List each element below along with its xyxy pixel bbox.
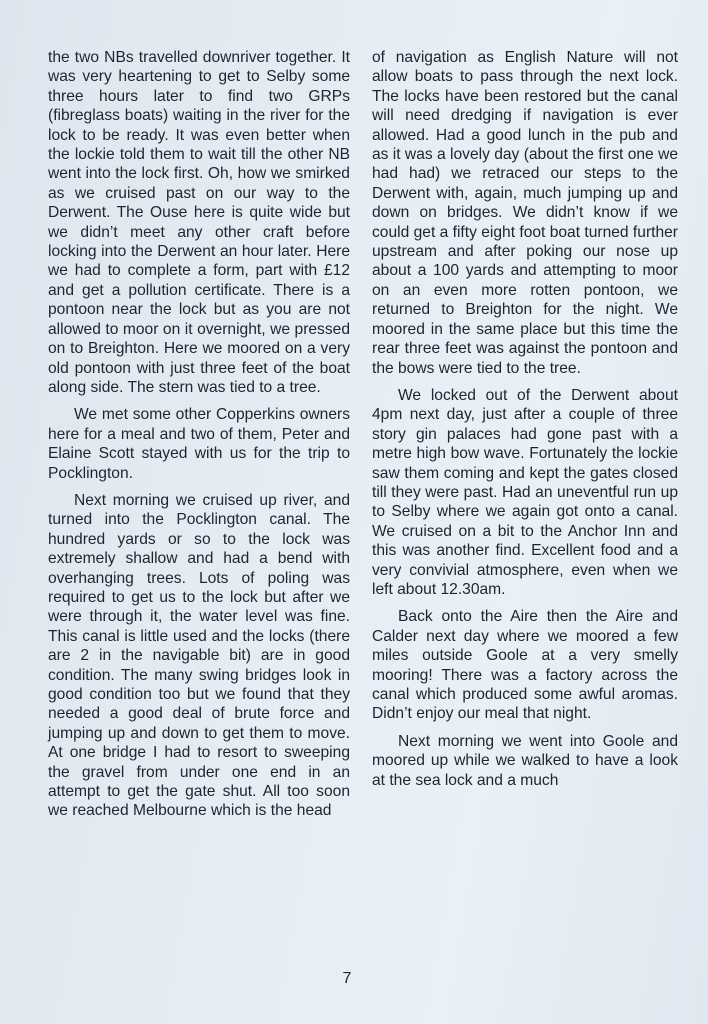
left-text-column [48, 48, 350, 829]
paragraph: of navigation as English Nature will not allow boats to pass through the next lock. The locks have been restored but the canal will need dredging if navigation is ever allowed. Had a good lunch in the pub and as it was a lovely day (about the first one we had had) we retraced our steps to the Derwent with, again, much jumping up and down on bridges. We didn’t know if we could get a fifty eight foot boat turned further upstream and after poking our nose up about a 100 yards and attempting to moor on an even more rotten pontoon, we returned to Breighton for the night. We moored in the same place but this time the rear three feet was against the pontoon and the bows were tied to the tree. [372, 49, 679, 377]
paragraph: We met some other Copperkins owners here for a meal and two of them, Peter and Elaine Scott stayed with us for the trip to Pocklington. [48, 406, 350, 482]
paragraph: Back onto the Aire then the Aire and Calder next day where we moored a few miles outside Goole at a very smelly mooring! There was a factory across the canal which produced some awful aromas. Didn’t enjoy our meal that night. [372, 608, 678, 723]
right-text-column [372, 48, 678, 798]
paragraph: Next morning we went into Goole and moored up while we walked to have a look at the sea lock and a much [372, 732, 678, 789]
paragraph: the two NBs travelled downriver together. It was very heartening to get to Selby some three hours later to find two GRPs (fibreglass boats) waiting in the river for the lock to be ready. It was even better when the lockie told them to wait till the other NB went into the lock first. Oh, how we smirked as we cruised past on our way to the Derwent. The Ouse here is quite wide but we didn’t meet any other craft before locking into the Derwent an hour later. Here we had to complete a form, part with £12 and get a pollution certificate. There is a pontoon near the lock but as you are not allowed to moor on it overnight, we pressed on to Breighton. Here we moored on a very old pontoon with just three feet of the boat along side. The stern was tied to a tree. [48, 49, 350, 396]
paragraph: Next morning we cruised up river, and turned into the Pocklington canal. The hundred yards or so to the lock was extremely shallow and had a bend with overhanging trees. Lots of poling was required to get us to the lock but after we were through it, the water level was fine. This canal is little used and the locks (there are 2 in the navigable bit) are in good condition. The many swing bridges look in good condition too but we found that they needed a good deal of brute force and jumping up and down to get them to move. At one bridge I had to resort to sweeping the gravel from under one end in an attempt to get the gate shut. All too soon we reached Melbourne which is the head [48, 491, 350, 820]
page-number: 7 [342, 970, 352, 987]
paragraph: We locked out of the Derwent about 4pm next day, just after a couple of three story gin palaces had gone past with a metre high bow wave. Fortunately the lockie saw them coming and kept the gates closed till they were past. Had an uneventful run up to Selby where we again got onto a canal. We cruised on a bit to the Anchor Inn and this was another find. Excellent food and a very convivial atmosphere, even when we left about 12.30am. [372, 386, 678, 598]
